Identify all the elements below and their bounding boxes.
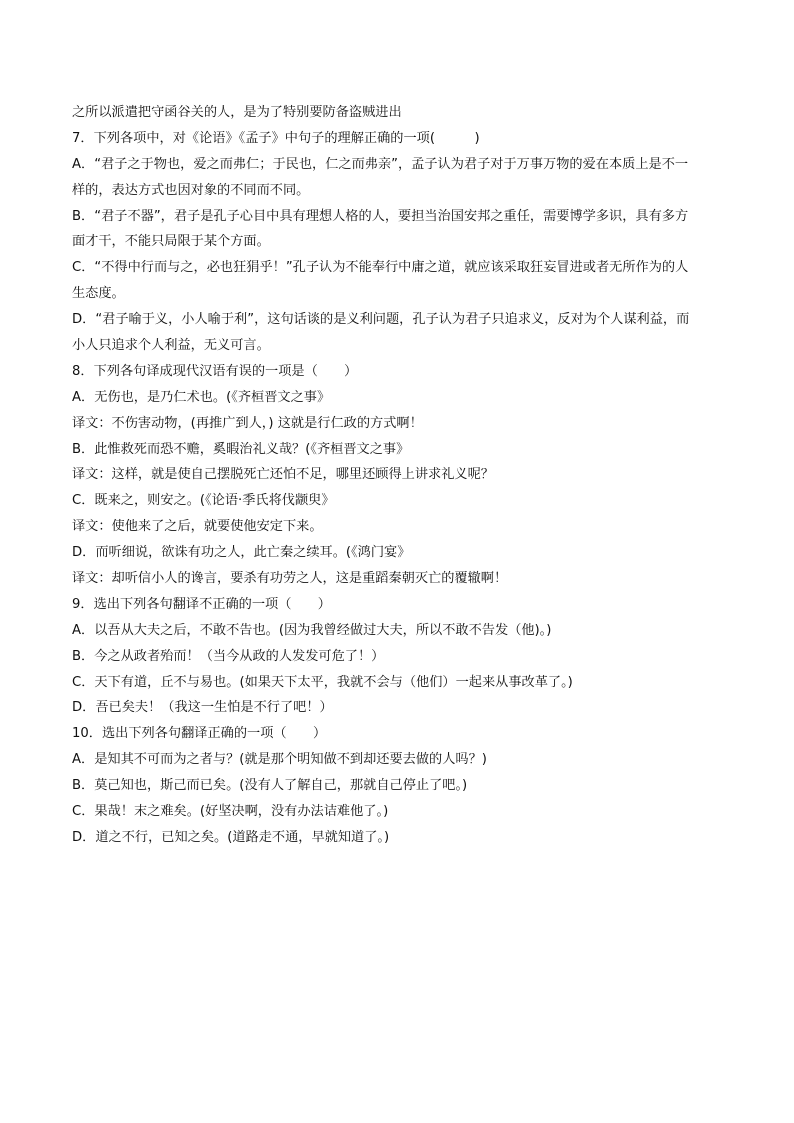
question-9-option-b: B．今之从政者殆而！（当今从政的人发发可危了！） bbox=[72, 648, 385, 664]
question-8-option-b-translation: 译文：这样，就是使自己摆脱死亡还怕不足，哪里还顾得上讲求礼义呢？ bbox=[72, 467, 494, 483]
question-10-stem: 10．选出下列各句翻译正确的一项（ ） bbox=[72, 726, 327, 742]
question-7-option-b-cont: 面才干，不能只局限于某个方面。 bbox=[72, 234, 270, 250]
question-9-stem: 9．选出下列各句翻译不正确的一项（ ） bbox=[72, 596, 331, 612]
question-8-option-c: C．既来之，则安之。(《论语·季氏将伐颛臾》 bbox=[72, 493, 335, 509]
question-8-option-b: B．此惟救死而恐不赡，奚暇治礼义哉？(《齐桓晋文之事》 bbox=[72, 441, 410, 457]
question-8-option-a: A．无伤也，是乃仁术也。(《齐桓晋文之事》 bbox=[72, 389, 331, 405]
question-7-option-c-cont: 生态度。 bbox=[72, 286, 125, 302]
question-9-option-d: D．吾已矣夫！（我这一生怕是不行了吧！） bbox=[72, 700, 333, 716]
question-9-option-c: C．天下有道，丘不与易也。(如果天下太平，我就不会与（他们）一起来从事改革了。) bbox=[72, 674, 573, 690]
question-7-option-c: C．“不得中行而与之，必也狂狷乎！”孔子认为不能奉行中庸之道，就应该采取狂妄冒进或者无所作为的人 bbox=[72, 260, 689, 276]
question-10-option-a: A．是知其不可而为之者与？(就是那个明知做不到却还要去做的人吗？) bbox=[72, 752, 487, 768]
question-9-option-a: A．以吾从大夫之后，不敢不告也。(因为我曾经做过大夫，所以不敢不告发（他)。) bbox=[72, 622, 552, 638]
question-7-option-a-cont: 样的，表达方式也因对象的不同而不同。 bbox=[72, 182, 310, 198]
question-10-option-b: B．莫己知也，斯己而已矣。(没有人了解自己，那就自己停止了吧。) bbox=[72, 778, 468, 794]
question-7-option-a: A．“君子之于物也，爱之而弗仁；于民也，仁之而弗亲”，孟子认为君子对于万事万物的爱在本质上是不一 bbox=[72, 156, 689, 172]
document-page bbox=[72, 100, 724, 851]
question-8-option-a-translation: 译文：不伤害动物，(再推广到人，) 这就是行仁政的方式啊！ bbox=[72, 415, 423, 431]
question-7-option-b: B．“君子不器”，君子是孔子心目中具有理想人格的人，要担当治国安邦之重任，需要博学多识，具有多方 bbox=[72, 208, 689, 224]
question-7-option-d-cont: 小人只追求个人利益，无义可言。 bbox=[72, 338, 270, 354]
question-7-stem: 7．下列各项中，对《论语》《孟子》中句子的理解正确的一项( ) bbox=[72, 130, 480, 146]
question-7-option-d: D．“君子喻于义，小人喻于利”，这句话谈的是义利问题，孔子认为君子只追求义，反对为个人谋利益，而 bbox=[72, 312, 690, 328]
question-8-option-d: D．而听细说，欲诛有功之人，此亡秦之续耳。(《鸿门宴》 bbox=[72, 545, 411, 561]
text-line-continuation: 之所以派遣把守函谷关的人，是为了特别要防备盗贼进出 bbox=[72, 105, 402, 120]
question-8-option-c-translation: 译文：使他来了之后，就要使他安定下来。 bbox=[72, 519, 323, 535]
question-8-option-d-translation: 译文：却听信小人的谗言，要杀有功劳之人，这是重蹈秦朝灭亡的覆辙啊！ bbox=[72, 571, 508, 587]
question-10-option-c: C．果哉！末之难矣。(好坚决啊，没有办法诘难他了。) bbox=[72, 804, 389, 820]
question-8-stem: 8．下列各句译成现代汉语有误的一项是（ ） bbox=[72, 363, 358, 379]
question-10-option-d: D．道之不行，已知之矣。(道路走不通，早就知道了。) bbox=[72, 829, 390, 845]
